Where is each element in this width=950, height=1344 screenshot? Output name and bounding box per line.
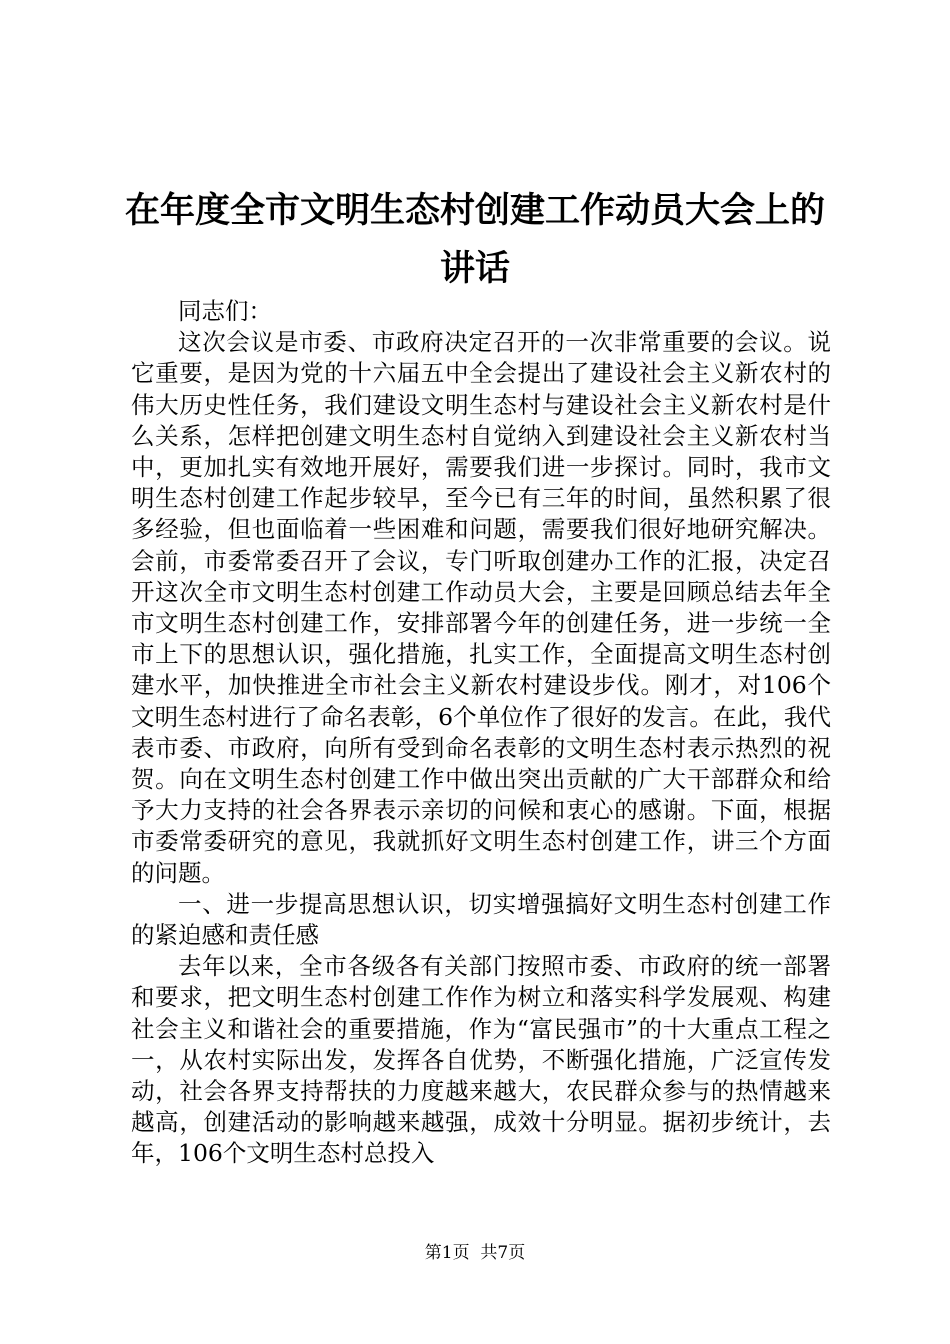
document-body: [131, 296, 831, 1170]
document-title: 在年度全市文明生态村创建工作动员大会上的讲话: [124, 191, 825, 289]
body-paragraph: 去年以来，全市各级各有关部门按照市委、市政府的统一部署和要求，把文明生态村创建工作作为树立和落实科学发展观、构建社会主义和谐社会的重要措施，作为“富民强市”的十大重点工程之一，从农村实际出发，发挥各自优势，不断强化措施，广泛宣传发动，社会各界支持帮扶的力度越来越大，农民群众参与的热情越来越高，创建活动的影响越来越强，成效十分明显。据初步统计，去年，106个文明生态村总投入: [131, 952, 831, 1168]
page-number: 第1页: [424, 1243, 470, 1263]
salutation: 同志们：: [178, 297, 272, 325]
body-paragraph: 这次会议是市委、市政府决定召开的一次非常重要的会议。说它重要，是因为党的十六届五中全会提出了建设社会主义新农村的伟大历史性任务，我们建设文明生态村与建设社会主义新农村是什么关系，怎样把创建文明生态村自觉纳入到建设社会主义新农村当中，更加扎实有效地开展好，需要我们进一步探讨。同时，我市文明生态村创建工作起步较早，至今已有三年的时间，虽然积累了很多经验，但也面临着一些困难和问题，需要我们很好地研究解决。会前，市委常委召开了会议，专门听取创建办工作的汇报，决定召开这次全市文明生态村创建工作动员大会，主要是回顾总结去年全市文明生态村创建工作，安排部署今年的创建任务，进一步统一全市上下的思想认识，强化措施，扎实工作，全面提高文明生态村创建水平，加快推进全市社会主义新农村建设步伐。刚才，对106个文明生态村进行了命名表彰，6个单位作了很好的发言。在此，我代表市委、市政府，向所有受到命名表彰的文明生态村表示热烈的祝贺。向在文明生态村创建工作中做出突出贡献的广大干部群众和给予大力支持的社会各界表示亲切的问候和衷心的感谢。下面，根据市委常委研究的意见，我就抓好文明生态村创建工作，讲三个方面的问题。: [131, 328, 831, 887]
section-heading: 一、进一步提高思想认识，切实增强搞好文明生态村创建工作的紧迫感和责任感: [131, 889, 831, 950]
page-total: 共7页: [480, 1243, 526, 1263]
page-footer: [0, 1242, 950, 1264]
